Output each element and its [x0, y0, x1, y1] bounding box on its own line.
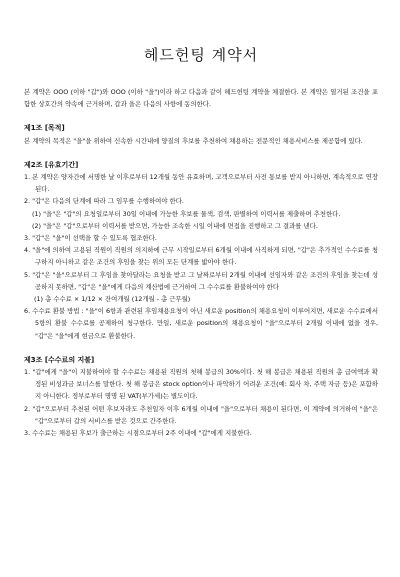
section-3-item-1: 1. "갑"에게 "을"이 지불하여야 할 수수료는 채용된 직원의 첫해 봉급의 30%이다. 첫 해 봉급은 채용된 직원의 총 급여액과 확정된 비성과금 보너스를 말한다. 첫 해 봉급은 stock option이나 파악하기 어려운 조건(예: 회사 차, 주택 자금 등)은 포함하지 아니한다. 정부로부터 명명 된 VAT(부가세)는 별도이다.: [24, 368, 378, 401]
section-2-item-3: 3. "갑"은 "을"이 선택을 할 수 있도록 협조한다.: [24, 234, 157, 243]
section-2-item-6: 6. 수수료 환불 방법 : "을"이 6항과 관련된 후임채용요청이 아닌 새로운 position의 채용요청이 이루어지면, 새로운 수수료에서 5항의 환불 수수료를 공제하여 청구한다. 만일, 새로운 position의 채용요청이 "을"으로부터 2개월 이내에 없을 경우, "갑"은 "을"에게 현금으로 환불한다.: [24, 307, 378, 340]
section-2-item-2: 2. "갑"은 다음의 단계에 따라 그 임무를 수행하여야 한다.: [24, 197, 184, 206]
refund-formula: (1) 총 수수료 × 1/12 × 잔여개월 (12개월 - 총 근무월): [34, 295, 191, 304]
document-title: 헤드헌팅 계약서: [143, 46, 259, 64]
section-3-heading: 제3조 [수수료의 지불]: [24, 355, 95, 364]
section-3-item-2: 2. "갑"으로부터 추천된 어떤 후보자라도 추천일자 이후 6개월 이내에 "을"으로부터 채용이 된다면, 이 계약에 의거하여 "을"은 "갑"으로부터 갑의 서비스를 받은 것으로 간주한다.: [24, 404, 378, 425]
section-2-subitem-2: (2) "을"은 "갑"으로부터 이력서를 받으면, 가능한 조속한 시일 이내에 면접을 진행하고 그 결과를 낸다.: [32, 221, 318, 230]
section-2-item-1: 1. 본 계약은 양자간에 서명한 날 이후로부터 12개월 동안 유효하며, 고객으로부터 사전 통보를 받지 아니하면, 계속적으로 연장된다.: [24, 173, 378, 194]
intro-paragraph: 본 계약은 OOO (이하 "갑")와 OOO (이하 "을")이라 하고 다음과 같이 헤드헌팅 계약을 체결한다. 본 계약은 열거된 조건을 포함한 상호간의 약속에 근거하며, 갑과 을은 다음의 사항에 동의한다.: [24, 88, 378, 109]
section-2-item-4: 4. "을"에 의하여 고용된 직원이 직원의 의지하에 근무 시작일로부터 6개월 이내에 사직하게 되면, "갑"은 추가적인 수수료를 청구하지 아니하고 같은 조건의 후임을 찾는 위의 모든 단계를 밟아야 한다.: [24, 246, 378, 267]
section-2-subitem-1: (1) "을"은 "갑"의 요청일로부터 30일 이내에 가능한 후보를 물색, 검색, 판별하여 이력서를 제출하며 추천한다.: [32, 209, 341, 218]
section-2-item-5: 5. "갑"은 "을"으로부터 그 후임을 찾아달라는 요청을 받고 그 날짜로부터 2개월 이내에 선임자와 같은 조건의 후임을 찾는데 성공하지 못하면, "갑"은 "을"에게 다음의 계산법에 근거하여 그 수수료를 환불하여야 한다: [24, 270, 378, 291]
section-2-heading: 제2조 [유효기간]: [24, 160, 79, 169]
section-1-paragraph: 본 계약의 목적은 "을"을 위하여 신속한 시간내에 양질의 후보를 추천하여 채용하는 전문적인 채용서비스를 제공함에 있다.: [24, 136, 363, 145]
section-3-item-3: 3. 수수료는 채용된 후보가 출근하는 시점으로부터 2주 이내에 "갑"에게 지불한다.: [24, 429, 252, 438]
section-1-heading: 제1조 [목적]: [24, 124, 65, 133]
